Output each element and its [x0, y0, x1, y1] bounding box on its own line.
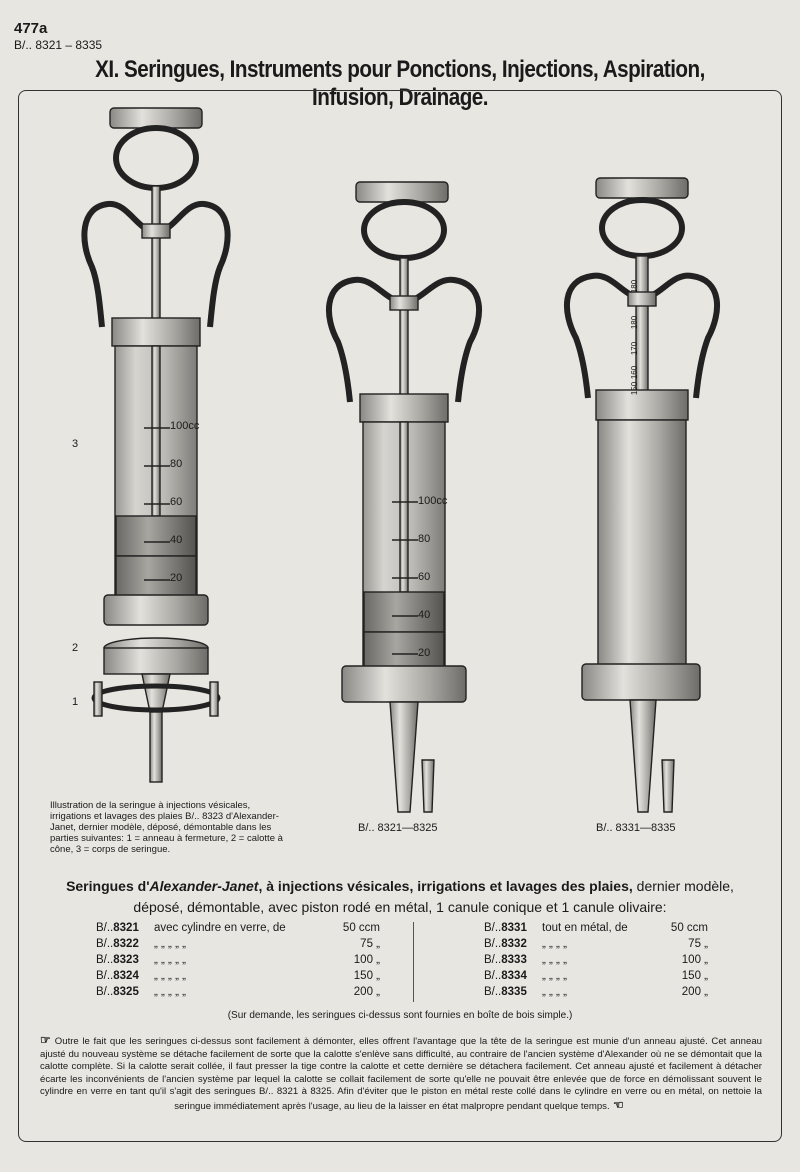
row-value: 75 „ — [360, 938, 380, 950]
ref-number: 8322 — [113, 938, 139, 950]
graduation-right-160: 160 — [630, 365, 640, 380]
syringe-left — [84, 108, 227, 782]
page-title: XI. Seringues, Instruments pour Ponctions, Injections, Aspiration, Infusion, Drainage. — [95, 56, 705, 111]
ref-prefix: B/.. — [96, 970, 114, 982]
row-value: 100 „ — [681, 954, 708, 966]
graduation-left-60: 60 — [170, 496, 183, 508]
product-heading — [40, 876, 760, 918]
row-value: 150 „ — [353, 970, 380, 982]
row-desc: „ „ „ „ — [542, 938, 567, 950]
graduation-right-180b: 180 — [630, 315, 640, 330]
description-paragraph — [40, 1034, 762, 1113]
table-row — [484, 936, 708, 952]
row-desc: tout en métal, de — [542, 922, 628, 934]
row-desc: „ „ „ „ „ — [154, 970, 186, 982]
row-value: 200 „ — [353, 986, 380, 998]
pointing-hand-icon: ☞ — [40, 1033, 51, 1047]
row-value: 75 „ — [688, 938, 708, 950]
ref-prefix: B/.. — [96, 954, 114, 966]
reference-range: B/.. 8321 – 8335 — [14, 38, 103, 52]
table-row — [96, 936, 380, 952]
caption-right: B/.. 8331—8335 — [596, 822, 676, 834]
price-table-left — [96, 920, 380, 1000]
table-row — [484, 920, 708, 936]
row-desc: „ „ „ „ — [542, 986, 567, 998]
graduation-middle-20: 20 — [418, 647, 431, 659]
ref-prefix: B/.. — [96, 938, 114, 950]
heading-italic: Alexander-Janet — [149, 878, 259, 894]
ref-number: 8334 — [501, 970, 527, 982]
graduation-middle-60: 60 — [418, 571, 431, 583]
ref-prefix: B/.. — [484, 970, 502, 982]
table-row — [96, 968, 380, 984]
ref-prefix: B/.. — [96, 922, 114, 934]
graduation-left-80: 80 — [170, 458, 183, 470]
table-row — [96, 952, 380, 968]
syringe-right — [567, 178, 717, 812]
caption-left: Illustration de la seringue à injections vésicales, irrigations et lavages des plaies B/.. 8323 d'Alexander-Janet, dernier modèle, déposé, démontable dans les parties suivantes: 1 = anneau à fermeture, 2 = calotte à cône, 3 = corps de seringue. — [50, 800, 283, 855]
graduation-left-20: 20 — [170, 572, 183, 584]
pointing-hand-end-icon: ☜ — [609, 1097, 624, 1112]
row-desc: avec cylindre en verre, de — [154, 922, 286, 934]
table-row — [484, 968, 708, 984]
graduation-middle-80: 80 — [418, 533, 431, 545]
table-divider — [413, 922, 414, 1002]
ref-prefix: B/.. — [484, 986, 502, 998]
row-desc: „ „ „ „ „ — [154, 954, 186, 966]
graduation-right-180a: 180 — [630, 279, 640, 294]
row-desc: „ „ „ „ — [542, 954, 567, 966]
row-desc: „ „ „ „ „ — [154, 938, 186, 950]
heading-part3: dernier modèle, déposé, démontable, avec piston rodé en métal, 1 canule conique et 1 canule olivaire: — [133, 878, 734, 915]
part-label-1: 1 — [72, 696, 79, 708]
ref-prefix: B/.. — [484, 938, 502, 950]
syringe-middle — [329, 182, 479, 812]
ref-prefix: B/.. — [96, 986, 114, 998]
ref-number: 8332 — [501, 938, 527, 950]
row-value: 50 ccm — [670, 922, 708, 934]
syringe-illustration — [18, 92, 780, 852]
graduation-middle-100: 100cc — [418, 495, 448, 507]
row-value: 200 „ — [681, 986, 708, 998]
graduation-right-150: 150 — [630, 381, 640, 396]
page-number: 477a — [14, 20, 48, 37]
row-value: 150 „ — [681, 970, 708, 982]
graduation-left-40: 40 — [170, 534, 183, 546]
ref-number: 8321 — [113, 922, 139, 934]
ref-number: 8331 — [501, 922, 527, 934]
graduation-middle-40: 40 — [418, 609, 431, 621]
table-row — [484, 952, 708, 968]
ref-number: 8324 — [113, 970, 139, 982]
table-row — [96, 920, 380, 936]
ref-number: 8325 — [113, 986, 139, 998]
box-note: (Sur demande, les seringues ci-dessus sont fournies en boîte de bois simple.) — [227, 1010, 573, 1021]
row-value: 50 ccm — [342, 922, 380, 934]
paragraph-text: Outre le fait que les seringues ci-dessus sont facilement à démonter, elles offrent l'avantage que la tête de la seringue est munie d'un anneau ajusté. Cet anneau ajusté du nouveau système se détache facilement de sorte que la calotte s'enlève sans difficulté, au contraire de l'ancien système d'Alexander où ne se démontait que la calotte complète. Si la calotte serait collée, il faut presser la tige contre la calotte et cette dernière se détachera facilement. Cet anneau ajusté et facilement à détacher écarte les inconvénients de l'ancien système par lequel la calotte se collait facilement de sorte qu'elle ne pouvait être enlevée que de force en démolissant souvent le cylindre en verre en tant qu'il s'agit des seringues B/.. 8321 à 8325. Afin d'éviter que le piston en métal reste collé dans le cylindre en verre ou en métal, on nettoie la seringue immédiatement après l'usage, au lieu de la laisser en état malpropre pendant quelque temps. — [40, 1036, 762, 1112]
row-value: 100 „ — [353, 954, 380, 966]
table-row — [96, 984, 380, 1000]
price-table-right — [484, 920, 708, 1000]
graduation-left-100: 100cc — [170, 420, 200, 432]
ref-prefix: B/.. — [484, 922, 502, 934]
ref-number: 8333 — [501, 954, 527, 966]
graduation-right-170: 170 — [630, 341, 640, 356]
table-row — [484, 984, 708, 1000]
row-desc: „ „ „ „ — [542, 970, 567, 982]
part-label-3: 3 — [72, 438, 79, 450]
row-desc: „ „ „ „ „ — [154, 986, 186, 998]
ref-prefix: B/.. — [484, 954, 502, 966]
ref-number: 8335 — [501, 986, 527, 998]
ref-number: 8323 — [113, 954, 139, 966]
caption-middle: B/.. 8321—8325 — [358, 822, 438, 834]
heading-part1: Seringues d' — [66, 878, 150, 894]
heading-part2: , à injections vésicales, irrigations et lavages des plaies, — [258, 878, 633, 894]
part-label-2: 2 — [72, 642, 79, 654]
